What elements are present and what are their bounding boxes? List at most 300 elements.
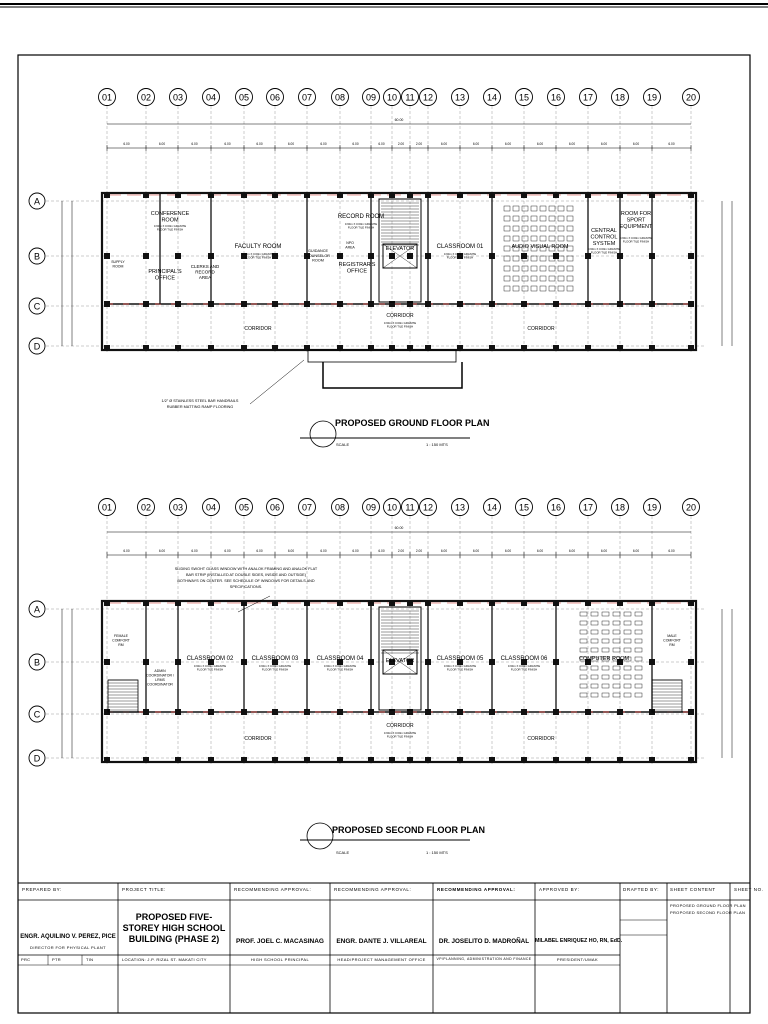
room-label: ADMIN: [154, 669, 166, 673]
desk: [549, 216, 555, 221]
structural-column: [337, 301, 343, 307]
structural-column: [688, 757, 694, 763]
grid-bubble-label-11: 11: [405, 92, 415, 103]
ramp-note: 1/2" Ø STAINLESS STEEL BAR HANDRAILS: [161, 399, 239, 403]
desk: [540, 236, 546, 241]
structural-column: [368, 757, 374, 763]
desk: [513, 286, 519, 291]
grid-bubble-label-01: 01: [101, 502, 113, 513]
bay-dim-text: 6.00: [158, 142, 166, 146]
approval-2-label: RECOMMENDING APPROVAL:: [334, 887, 412, 892]
structural-column: [143, 253, 149, 259]
grid-bubble-label-18: 18: [614, 502, 626, 513]
desk: [624, 639, 631, 643]
structural-column: [337, 757, 343, 763]
structural-column: [272, 600, 278, 606]
room-label: CORRIDOR: [244, 326, 272, 332]
bay-dim-text: 6.00: [632, 549, 640, 553]
bay-dim-text: 6.00: [568, 142, 576, 146]
desk: [602, 666, 609, 670]
room-label: COORDINATOR /: [146, 673, 174, 678]
room-label: CORRIDOR: [244, 736, 272, 742]
structural-column: [521, 709, 527, 715]
structural-column: [104, 345, 110, 351]
desk: [635, 693, 642, 697]
desk: [613, 612, 620, 616]
room-label: ROOM FOR: [620, 211, 652, 217]
bay-dim-text: 6.00: [504, 142, 512, 146]
desk: [624, 666, 631, 670]
structural-column: [175, 253, 181, 259]
desk: [624, 621, 631, 625]
grid-bubble-label-20: 20: [685, 92, 697, 103]
window-note: BAR STRIP (INSTALLED AT DOUBLE SIDES, INSIDE AND OUTSIDE): [186, 573, 306, 577]
desk: [624, 648, 631, 652]
bay-dim-text: 6.00: [352, 142, 359, 146]
sheet-content-item-2: PROPOSED SECOND FLOOR PLAN: [670, 910, 746, 915]
room-label: AUDIO VISUAL ROOM: [511, 244, 569, 250]
desk: [635, 630, 642, 634]
bay-dim-text: 6.00: [600, 549, 608, 553]
room-label: RM: [118, 643, 124, 647]
desk: [602, 612, 609, 616]
bay-dim-text: 6.00: [287, 142, 295, 146]
grid-bubble-label-06: 06: [269, 92, 281, 103]
structural-column: [389, 253, 395, 259]
structural-column: [585, 757, 591, 763]
project-title: PROPOSED FIVE-STOREY HIGH SCHOOL BUILDING (PHASE 2): [122, 912, 226, 944]
row-bubble-label-B: B: [33, 251, 41, 262]
second-floor-plan: [29, 499, 732, 767]
room-label: ELEVATOR: [385, 658, 415, 664]
desk: [513, 226, 519, 231]
structural-column: [457, 192, 463, 198]
desk: [558, 236, 564, 241]
desk: [558, 206, 564, 211]
structural-column: [143, 301, 149, 307]
grid-bubble-label-13: 13: [454, 502, 466, 513]
desk: [580, 693, 587, 697]
desk: [591, 639, 598, 643]
desk: [504, 286, 510, 291]
finish-note: FLOOR TILE FINISH: [386, 734, 414, 739]
ground-floor-scale-label: SCALE: [336, 442, 350, 447]
desk: [567, 216, 573, 221]
ground-floor-scale-value: 1 : 150 MTS: [426, 442, 448, 447]
finish-note: 0.60m X 0.60m GRANITE: [383, 321, 417, 325]
structural-column: [521, 192, 527, 198]
window-note: BOTHWAYS ON CENTER. SEE SCHEDULE OF WINDOWS FOR DETAILS AND: [177, 579, 315, 583]
structural-column: [104, 253, 110, 259]
room-label: RM: [669, 643, 675, 647]
bay-dim-text: 2.00: [415, 142, 423, 146]
bay-dim-text: 2.00: [397, 549, 405, 553]
structural-column: [175, 192, 181, 198]
grid-bubble-label-13: 13: [454, 92, 466, 103]
bay-dim-text: 6.00: [191, 549, 198, 553]
title-block-frame: [18, 883, 750, 1013]
desk: [624, 684, 631, 688]
structural-column: [272, 301, 278, 307]
desk: [531, 206, 537, 211]
structural-column: [104, 757, 110, 763]
desk: [613, 684, 620, 688]
room-label: RECORD ROOM: [337, 214, 385, 220]
grid-bubble-label-16: 16: [550, 92, 562, 103]
room-label: PRINCIPAL'S: [148, 269, 182, 275]
desk: [540, 256, 546, 261]
row-bubble-label-D: D: [33, 341, 41, 352]
finish-note: FLOOR TILE FINISH: [156, 227, 184, 232]
grid-bubble-label-19: 19: [646, 502, 658, 513]
structural-column: [304, 757, 310, 763]
structural-column: [617, 757, 623, 763]
desk: [549, 206, 555, 211]
desk: [549, 236, 555, 241]
structural-column: [272, 757, 278, 763]
room-label: CONTROL: [590, 234, 618, 241]
approval-1-role: HIGH SCHOOL PRINCIPAL: [250, 957, 310, 962]
room-label: CLASSROOM 05: [436, 656, 484, 662]
desk: [580, 612, 587, 616]
grid-bubble-label-03: 03: [172, 502, 184, 513]
bay-dim-text: 6.00: [320, 549, 327, 553]
room-label: COMPUTER ROOM: [578, 656, 630, 662]
entrance-steps: [323, 362, 462, 388]
grid-bubble-label-17: 17: [582, 92, 594, 103]
bay-dim-text: 6.00: [224, 549, 231, 553]
approval-3-role: VP/PLANNING, ADMINISTRATION AND FINANCE: [436, 957, 532, 961]
bay-dim-text: 6.00: [568, 549, 576, 553]
room-label: ROOM: [112, 264, 124, 269]
structural-column: [208, 757, 214, 763]
room-label: CLERKS AND: [190, 264, 220, 269]
room-label: CLASSROOM 04: [316, 656, 364, 662]
desk: [635, 666, 642, 670]
grid-bubble-label-14: 14: [486, 92, 498, 103]
approved-by-role: PRESIDENT/UMAK: [556, 957, 599, 962]
room-label: FEMALE: [113, 634, 129, 638]
room-label: COORDINATOR: [147, 682, 173, 687]
row-bubble-label-D: D: [33, 753, 41, 764]
desk: [613, 666, 620, 670]
finish-note: FLOOR TILE FINISH: [446, 667, 474, 672]
desk: [580, 630, 587, 634]
finish-note: 0.60m X 0.60m GRANITE: [323, 664, 357, 668]
desk: [624, 693, 631, 697]
desk: [567, 276, 573, 281]
room-label: COUNSELOR: [305, 253, 331, 258]
finish-note: 0.60m X 0.60m GRANITE: [443, 252, 477, 256]
desk: [602, 648, 609, 652]
grid-bubble-label-01: 01: [101, 92, 113, 103]
desk: [522, 266, 528, 271]
desk: [540, 266, 546, 271]
structural-column: [104, 192, 110, 198]
grid-bubble-label-18: 18: [614, 92, 626, 103]
grid-bubble-label-16: 16: [550, 502, 562, 513]
prepared-by-role: DIRECTOR FOR PHYSICAL PLANT: [30, 945, 106, 950]
bay-dim-text: 6.00: [191, 142, 198, 146]
grid-bubble-label-03: 03: [172, 92, 184, 103]
structural-column: [407, 757, 413, 763]
room-label: COMFORT: [663, 638, 681, 643]
structural-column: [489, 345, 495, 351]
desk: [613, 630, 620, 634]
desk: [591, 666, 598, 670]
bay-dim-text: 6.00: [256, 142, 263, 146]
structural-column: [688, 253, 694, 259]
bay-dim-text: 6.00: [224, 142, 231, 146]
room-label: FACULTY ROOM: [234, 244, 282, 250]
desk: [540, 226, 546, 231]
structural-column: [143, 345, 149, 351]
structural-column: [489, 757, 495, 763]
overall-dim-text: 60.00: [394, 526, 404, 530]
structural-column: [585, 709, 591, 715]
grid-bubble-label-09: 09: [365, 92, 377, 103]
ground-floor-plan: [29, 89, 732, 410]
structural-column: [521, 301, 527, 307]
desk: [591, 675, 598, 679]
desk: [635, 684, 642, 688]
desk: [580, 684, 587, 688]
approval-2-role: HEAD/PROJECT MANAGEMENT OFFICE: [337, 957, 426, 962]
approval-3-name: DR. JOSELITO D. MADROÑAL: [438, 938, 530, 945]
structural-column: [208, 600, 214, 606]
structural-column: [688, 600, 694, 606]
structural-column: [407, 192, 413, 198]
ground-floor-title: PROPOSED GROUND FLOOR PLAN: [335, 418, 490, 428]
desk: [613, 693, 620, 697]
grid-bubble-label-04: 04: [205, 92, 217, 103]
structural-column: [389, 600, 395, 606]
finish-note: 0.60m X 0.60m GRANITE: [193, 664, 227, 668]
room-label: NPO: [346, 241, 354, 245]
desk: [549, 276, 555, 281]
room-label: CORRIDOR: [386, 313, 414, 319]
desk: [504, 266, 510, 271]
structural-column: [457, 709, 463, 715]
desk: [580, 648, 587, 652]
desk: [591, 630, 598, 634]
finish-note: 0.60m X 0.60m GRANITE: [344, 222, 378, 226]
room-label: CORRIDOR: [386, 723, 414, 729]
bay-dim-text: 6.00: [472, 549, 480, 553]
desk: [522, 216, 528, 221]
desk: [635, 612, 642, 616]
structural-column: [521, 600, 527, 606]
bay-dim-text: 2.00: [397, 142, 405, 146]
desk: [591, 621, 598, 625]
structural-column: [553, 192, 559, 198]
finish-note: FLOOR TILE FINISH: [590, 250, 618, 255]
bay-dim-text: 6.00: [472, 142, 480, 146]
desk: [558, 286, 564, 291]
structural-column: [585, 345, 591, 351]
bay-dim-text: 6.00: [123, 549, 130, 553]
approval-2-name: ENGR. DANTE J. VILLAREAL: [336, 938, 427, 945]
structural-column: [175, 757, 181, 763]
desk: [540, 216, 546, 221]
desk: [580, 621, 587, 625]
grid-bubble-label-07: 07: [301, 92, 313, 103]
approval-3-label: RECOMMENDING APPROVAL:: [437, 887, 516, 892]
desk: [624, 675, 631, 679]
room-label: CLASSROOM 03: [251, 656, 299, 662]
desk: [567, 206, 573, 211]
desk: [580, 666, 587, 670]
leader-line: [250, 360, 304, 404]
desk: [558, 216, 564, 221]
finish-note: 0.60m X 0.60m GRANITE: [619, 236, 653, 240]
structural-column: [175, 301, 181, 307]
desk: [531, 256, 537, 261]
desk: [504, 206, 510, 211]
room-label: LRMS: [155, 678, 165, 682]
structural-column: [241, 757, 247, 763]
finish-note: 0.60m X 0.60m GRANITE: [587, 247, 621, 251]
structural-column: [521, 345, 527, 351]
room-label: OFFICE: [154, 275, 176, 282]
room-label: COMFORT: [112, 638, 130, 643]
project-title-label: PROJECT TITLE:: [122, 887, 166, 892]
approved-by-label: APPROVED BY:: [539, 887, 580, 892]
structural-column: [143, 192, 149, 198]
structural-column: [553, 757, 559, 763]
approval-1-name: PROF. JOEL C. MACASINAG: [235, 938, 324, 945]
desk: [602, 639, 609, 643]
grid-bubble-label-04: 04: [205, 502, 217, 513]
bay-dim-text: 6.00: [287, 549, 295, 553]
structural-column: [241, 192, 247, 198]
grid-bubble-label-15: 15: [518, 92, 530, 103]
desk: [635, 648, 642, 652]
desk: [591, 693, 598, 697]
desk: [602, 630, 609, 634]
finish-note: 0.60m X 0.60m GRANITE: [153, 224, 187, 228]
desk: [531, 266, 537, 271]
entrance-ramp: [308, 350, 456, 362]
grid-bubble-label-12: 12: [422, 92, 434, 103]
desk: [624, 612, 631, 616]
desk: [580, 675, 587, 679]
approved-by-name: MILABEL ENRIQUEZ HO, RN, EdD.: [535, 938, 623, 944]
desk: [602, 675, 609, 679]
project-location: LOCATION: J.P. RIZAL ST. MAKATI CITY: [122, 957, 207, 962]
prc-label: PRC: [21, 957, 31, 962]
finish-note: 0.60m X 0.60m GRANITE: [383, 731, 417, 735]
structural-column: [457, 301, 463, 307]
window-note: SLIDING SWOHT GLASS WINDOW WITH ANALOK FRAMING AND ANALOK FLAT: [174, 567, 318, 571]
desk: [522, 206, 528, 211]
structural-column: [521, 757, 527, 763]
second-floor-title-block: [300, 823, 485, 855]
second-floor-title: PROPOSED SECOND FLOOR PLAN: [332, 825, 486, 835]
desk: [504, 256, 510, 261]
bay-dim-text: 6.00: [352, 549, 359, 553]
structural-column: [457, 757, 463, 763]
desk: [591, 612, 598, 616]
finish-note: FLOOR TILE FINISH: [446, 255, 474, 260]
bay-dim-text: 6.00: [668, 549, 675, 553]
structural-column: [389, 192, 395, 198]
desk: [602, 621, 609, 625]
structural-column: [688, 301, 694, 307]
bay-dim-text: 6.00: [123, 142, 130, 146]
row-bubble-label-A: A: [33, 604, 41, 615]
desk: [635, 657, 642, 661]
desk: [522, 286, 528, 291]
structural-column: [104, 659, 110, 665]
grid-bubble-label-14: 14: [486, 502, 498, 513]
room-label: CLASSROOM 01: [436, 244, 484, 250]
desk: [549, 226, 555, 231]
room-label: ROOM: [312, 258, 324, 263]
grid-bubble-label-20: 20: [685, 502, 697, 513]
bay-dim-text: 6.00: [378, 142, 385, 146]
finish-note: FLOOR TILE FINISH: [622, 239, 650, 244]
row-bubble-label-B: B: [33, 657, 41, 668]
grid-bubble-label-05: 05: [238, 92, 250, 103]
drafted-by-label: DRAFTED BY:: [623, 887, 660, 892]
finish-note: FLOOR TILE FINISH: [510, 667, 538, 672]
desk: [531, 286, 537, 291]
bay-dim-text: 6.00: [440, 549, 448, 553]
room-label: CORRIDOR: [527, 326, 555, 332]
sheet-content-label: SHEET CONTENT: [670, 887, 716, 892]
sheet-no-label: SHEET NO.: [734, 887, 764, 892]
structural-column: [617, 345, 623, 351]
desk: [531, 216, 537, 221]
room-label: MALE: [667, 634, 677, 638]
structural-column: [337, 709, 343, 715]
structural-column: [457, 345, 463, 351]
structural-column: [337, 192, 343, 198]
room-label: CORRIDOR: [527, 736, 555, 742]
structural-column: [208, 345, 214, 351]
room-label: EQUIPMENT: [619, 224, 653, 230]
bay-dim-text: 6.00: [256, 549, 263, 553]
sheet-content-item-1: PROPOSED GROUND FLOOR PLAN: [670, 903, 746, 908]
row-bubble-label-C: C: [33, 301, 41, 312]
room-label: SPORT: [626, 217, 646, 224]
room-label: AREA: [345, 245, 355, 250]
desk: [635, 639, 642, 643]
ptr-label: PTR: [52, 957, 61, 962]
bay-dim-text: 6.00: [378, 549, 385, 553]
desk: [513, 266, 519, 271]
desk: [567, 286, 573, 291]
structural-column: [389, 757, 395, 763]
structural-column: [457, 600, 463, 606]
desk: [504, 226, 510, 231]
ground-floor-title-block: [300, 418, 490, 447]
bay-dim-text: 6.00: [600, 142, 608, 146]
desk: [613, 639, 620, 643]
desk: [635, 675, 642, 679]
structural-column: [688, 659, 694, 665]
desk: [513, 206, 519, 211]
second-floor-scale-label: SCALE: [336, 850, 350, 855]
room-label: OFFICE: [346, 268, 368, 275]
finish-note: FLOOR TILE FINISH: [261, 667, 289, 672]
desk: [580, 639, 587, 643]
bay-dim-text: 2.00: [415, 549, 423, 553]
structural-column: [617, 709, 623, 715]
structural-column: [104, 301, 110, 307]
desk: [513, 256, 519, 261]
